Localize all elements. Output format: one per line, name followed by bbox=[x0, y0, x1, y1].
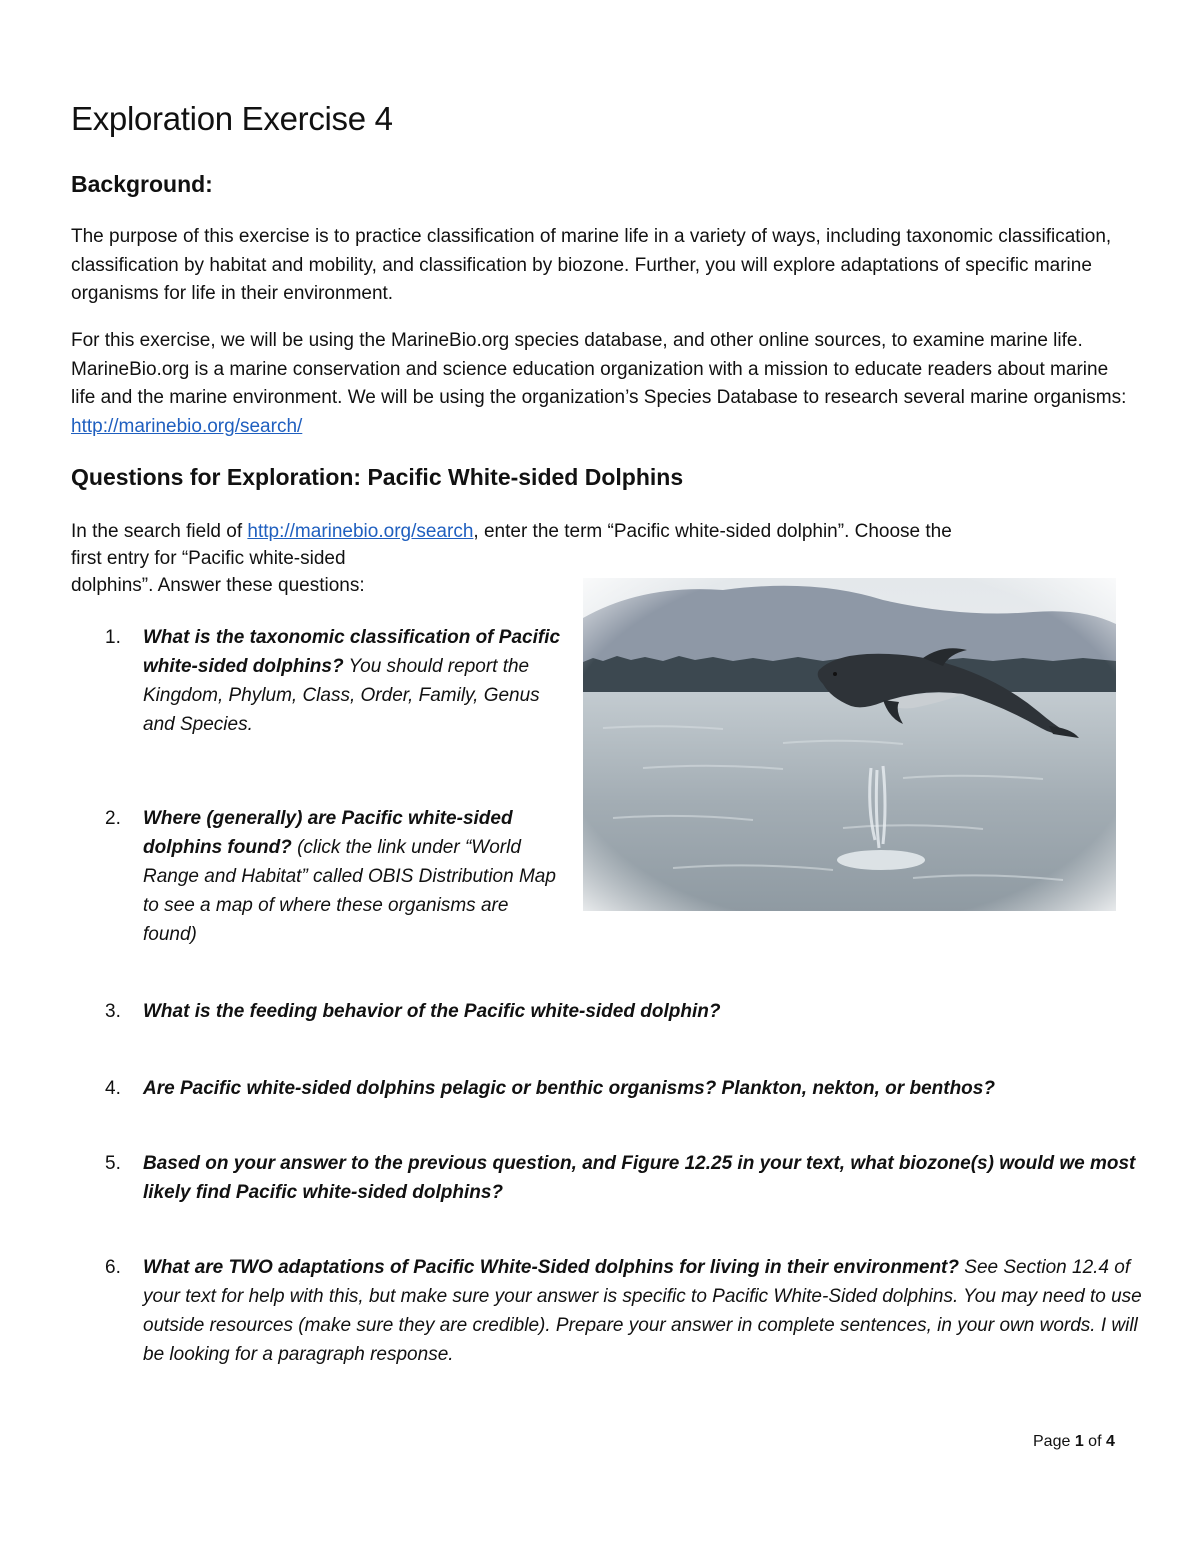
question-prompt: Where (generally) are Pacific white-sided dolphins found? bbox=[143, 808, 513, 858]
background-heading: Background: bbox=[71, 171, 213, 197]
of-word: of bbox=[1083, 1433, 1106, 1450]
intro-line-2: first entry for “Pacific white-sided bbox=[71, 548, 346, 569]
question-2 bbox=[105, 804, 565, 949]
marinebio-search-field-link[interactable]: http://marinebio.org/search bbox=[247, 521, 474, 542]
dolphin-photo bbox=[583, 578, 1116, 911]
dolphin-illustration bbox=[583, 578, 1116, 911]
question-number: 3. bbox=[105, 1001, 121, 1022]
intro-after-link: , enter the term “Pacific white-sided dolphin”. Choose the bbox=[473, 521, 952, 542]
question-1 bbox=[105, 623, 565, 739]
marinebio-search-link[interactable]: http://marinebio.org/search/ bbox=[71, 415, 303, 437]
question-number: 2. bbox=[105, 808, 121, 829]
question-prompt: What is the feeding behavior of the Pacific white-sided dolphin? bbox=[143, 1001, 721, 1022]
question-3 bbox=[105, 997, 1155, 1026]
question-4 bbox=[105, 1074, 1155, 1103]
question-prompt: What is the taxonomic classification of Pacific white-sided dolphins? bbox=[143, 627, 561, 677]
question-number: 6. bbox=[105, 1257, 121, 1278]
questions-heading: Questions for Exploration: Pacific White-sided Dolphins bbox=[71, 464, 684, 490]
question-prompt: Are Pacific white-sided dolphins pelagic or benthic organisms? Plankton, nekton, or benthos? bbox=[143, 1078, 995, 1099]
page-number-footer bbox=[1033, 1433, 1115, 1451]
page-total: 4 bbox=[1105, 1433, 1115, 1450]
question-number: 4. bbox=[105, 1078, 121, 1099]
question-prompt: What are TWO adaptations of Pacific White-Sided dolphins for living in their environment? bbox=[143, 1257, 959, 1278]
background-paragraph-2-text: For this exercise, we will be using the MarineBio.org species database, and other online sources, to examine marine life. MarineBio.org is a marine conservation and science education organization with a mission to educate readers about marine life and the marine environment. We will be using the organization’s Species Database to research several marine organisms: bbox=[71, 330, 1127, 408]
page-current: 1 bbox=[1074, 1433, 1084, 1450]
page-word: Page bbox=[1033, 1433, 1075, 1450]
question-number: 1. bbox=[105, 627, 121, 648]
question-6 bbox=[105, 1253, 1155, 1369]
question-detail: (click the link under “World Range and Habitat” called OBIS Distribution Map to see a map of where these organisms are found) bbox=[143, 837, 556, 945]
question-prompt: Based on your answer to the previous question, and Figure 12.25 in your text, what biozone(s) would we most likely find Pacific white-sided dolphins? bbox=[143, 1153, 1136, 1203]
question-detail: You should report the Kingdom, Phylum, Class, Order, Family, Genus and Species. bbox=[143, 656, 540, 735]
question-detail: See Section 12.4 of your text for help with this, but make sure your answer is specific to Pacific White-Sided dolphins. You may need to use outside resources (make sure they are credible). Prepare your answer in complete sentences, in your own words. I will be looking for a paragraph response. bbox=[143, 1257, 1142, 1365]
background-paragraph-2 bbox=[71, 327, 1131, 441]
document-title: Exploration Exercise 4 bbox=[71, 100, 393, 137]
intro-line-3: dolphins”. Answer these questions: bbox=[71, 575, 365, 596]
intro-before-link: In the search field of bbox=[71, 521, 248, 542]
question-number: 5. bbox=[105, 1153, 121, 1174]
background-paragraph-1: The purpose of this exercise is to practice classification of marine life in a variety of ways, including taxonomic classification, classification by habitat and mobility, and classification by biozone. Further, you will explore adaptations of specific marine organisms for life in their environment. bbox=[71, 226, 1112, 304]
photo-vignette bbox=[583, 578, 1116, 911]
question-5 bbox=[105, 1149, 1155, 1207]
